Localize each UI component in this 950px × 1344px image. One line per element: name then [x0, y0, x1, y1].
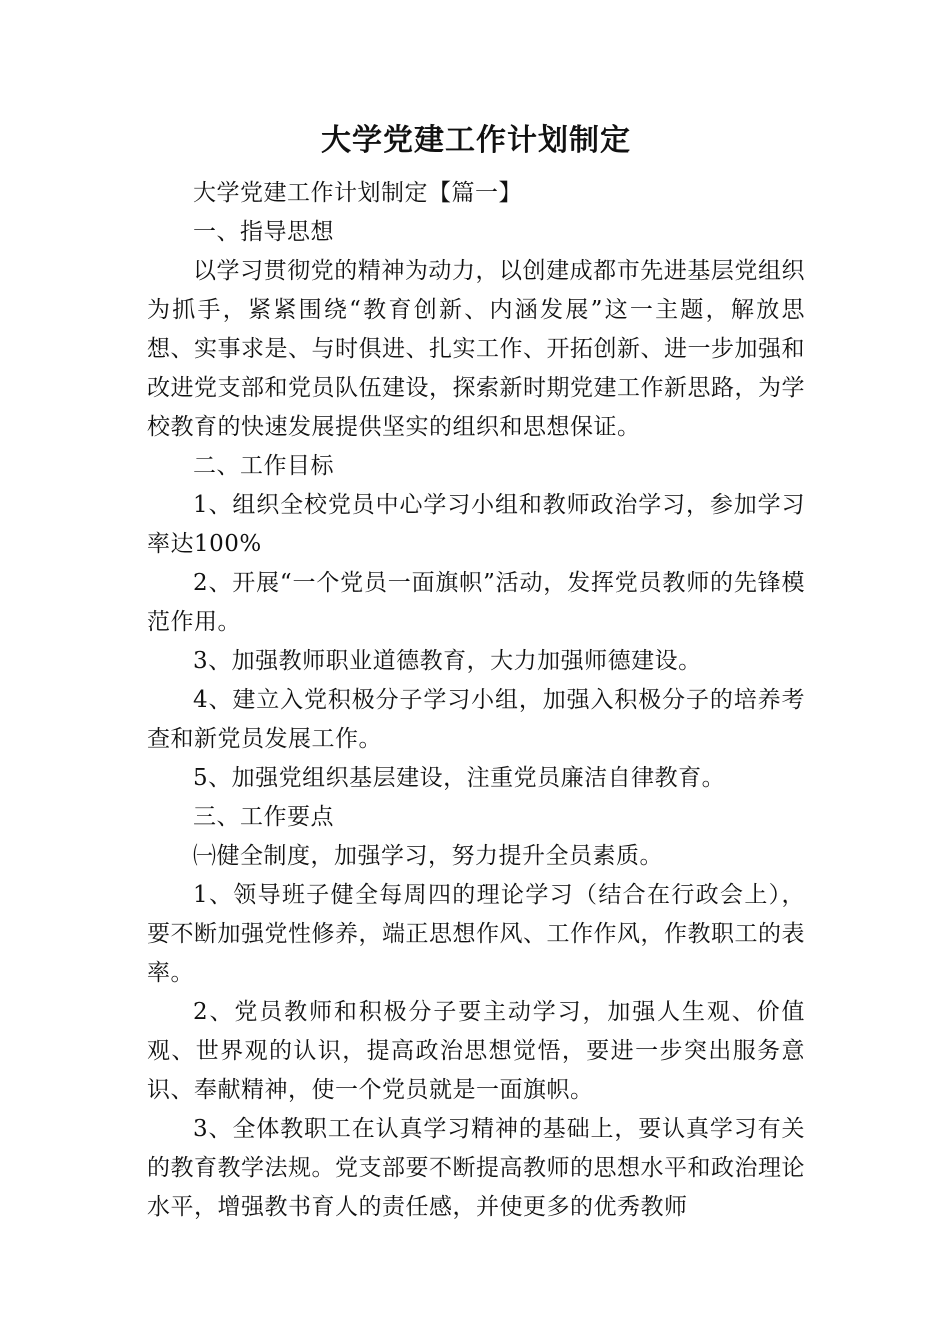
paragraph-section-heading: 大学党建工作计划制定【篇一】 — [193, 180, 522, 206]
paragraph-goal-1: 1、组织全校党员中心学习小组和教师政治学习，参加学习率达100% — [147, 492, 805, 557]
paragraph-heading-work-goals: 二、工作目标 — [193, 453, 334, 479]
paragraph-point-3: 3、全体教职工在认真学习精神的基础上，要认真学习有关的教育教学法规。党支部要不断提高教师的思想水平和政治理论水平，增强教书育人的责任感，并使更多的优秀教师 — [147, 1116, 805, 1220]
paragraph-point-2: 2、党员教师和积极分子要主动学习，加强人生观、价值观、世界观的认识，提高政治思想觉悟，要进一步突出服务意识、奉献精神，使一个党员就是一面旗帜。 — [147, 999, 805, 1103]
paragraph-goal-4: 4、建立入党积极分子学习小组，加强入积极分子的培养考查和新党员发展工作。 — [147, 687, 805, 752]
paragraph-goal-3: 3、加强教师职业道德教育，大力加强师德建设。 — [193, 648, 702, 674]
paragraph-subheading-system: ㈠健全制度，加强学习，努力提升全员素质。 — [193, 843, 663, 869]
document-title: 大学党建工作计划制定 — [321, 123, 631, 158]
paragraph-heading-work-points: 三、工作要点 — [193, 804, 334, 830]
paragraph-heading-guiding-thought: 一、指导思想 — [193, 219, 334, 245]
paragraph-guiding-thought: 以学习贯彻党的精神为动力，以创建成都市先进基层党组织为抓手，紧紧围绕“教育创新、内涵发展”这一主题，解放思想、实事求是、与时俱进、扎实工作、开拓创新、进一步加强和改进党支部和党员队伍建设，探索新时期党建工作新思路，为学校教育的快速发展提供坚实的组织和思想保证。 — [147, 258, 805, 440]
paragraph-point-1: 1、领导班子健全每周四的理论学习（结合在行政会上），要不断加强党性修养，端正思想作风、工作作风，作教职工的表率。 — [147, 882, 805, 986]
paragraph-goal-2: 2、开展“一个党员一面旗帜”活动，发挥党员教师的先锋模范作用。 — [147, 570, 805, 635]
paragraph-goal-5: 5、加强党组织基层建设，注重党员廉洁自律教育。 — [193, 765, 726, 791]
